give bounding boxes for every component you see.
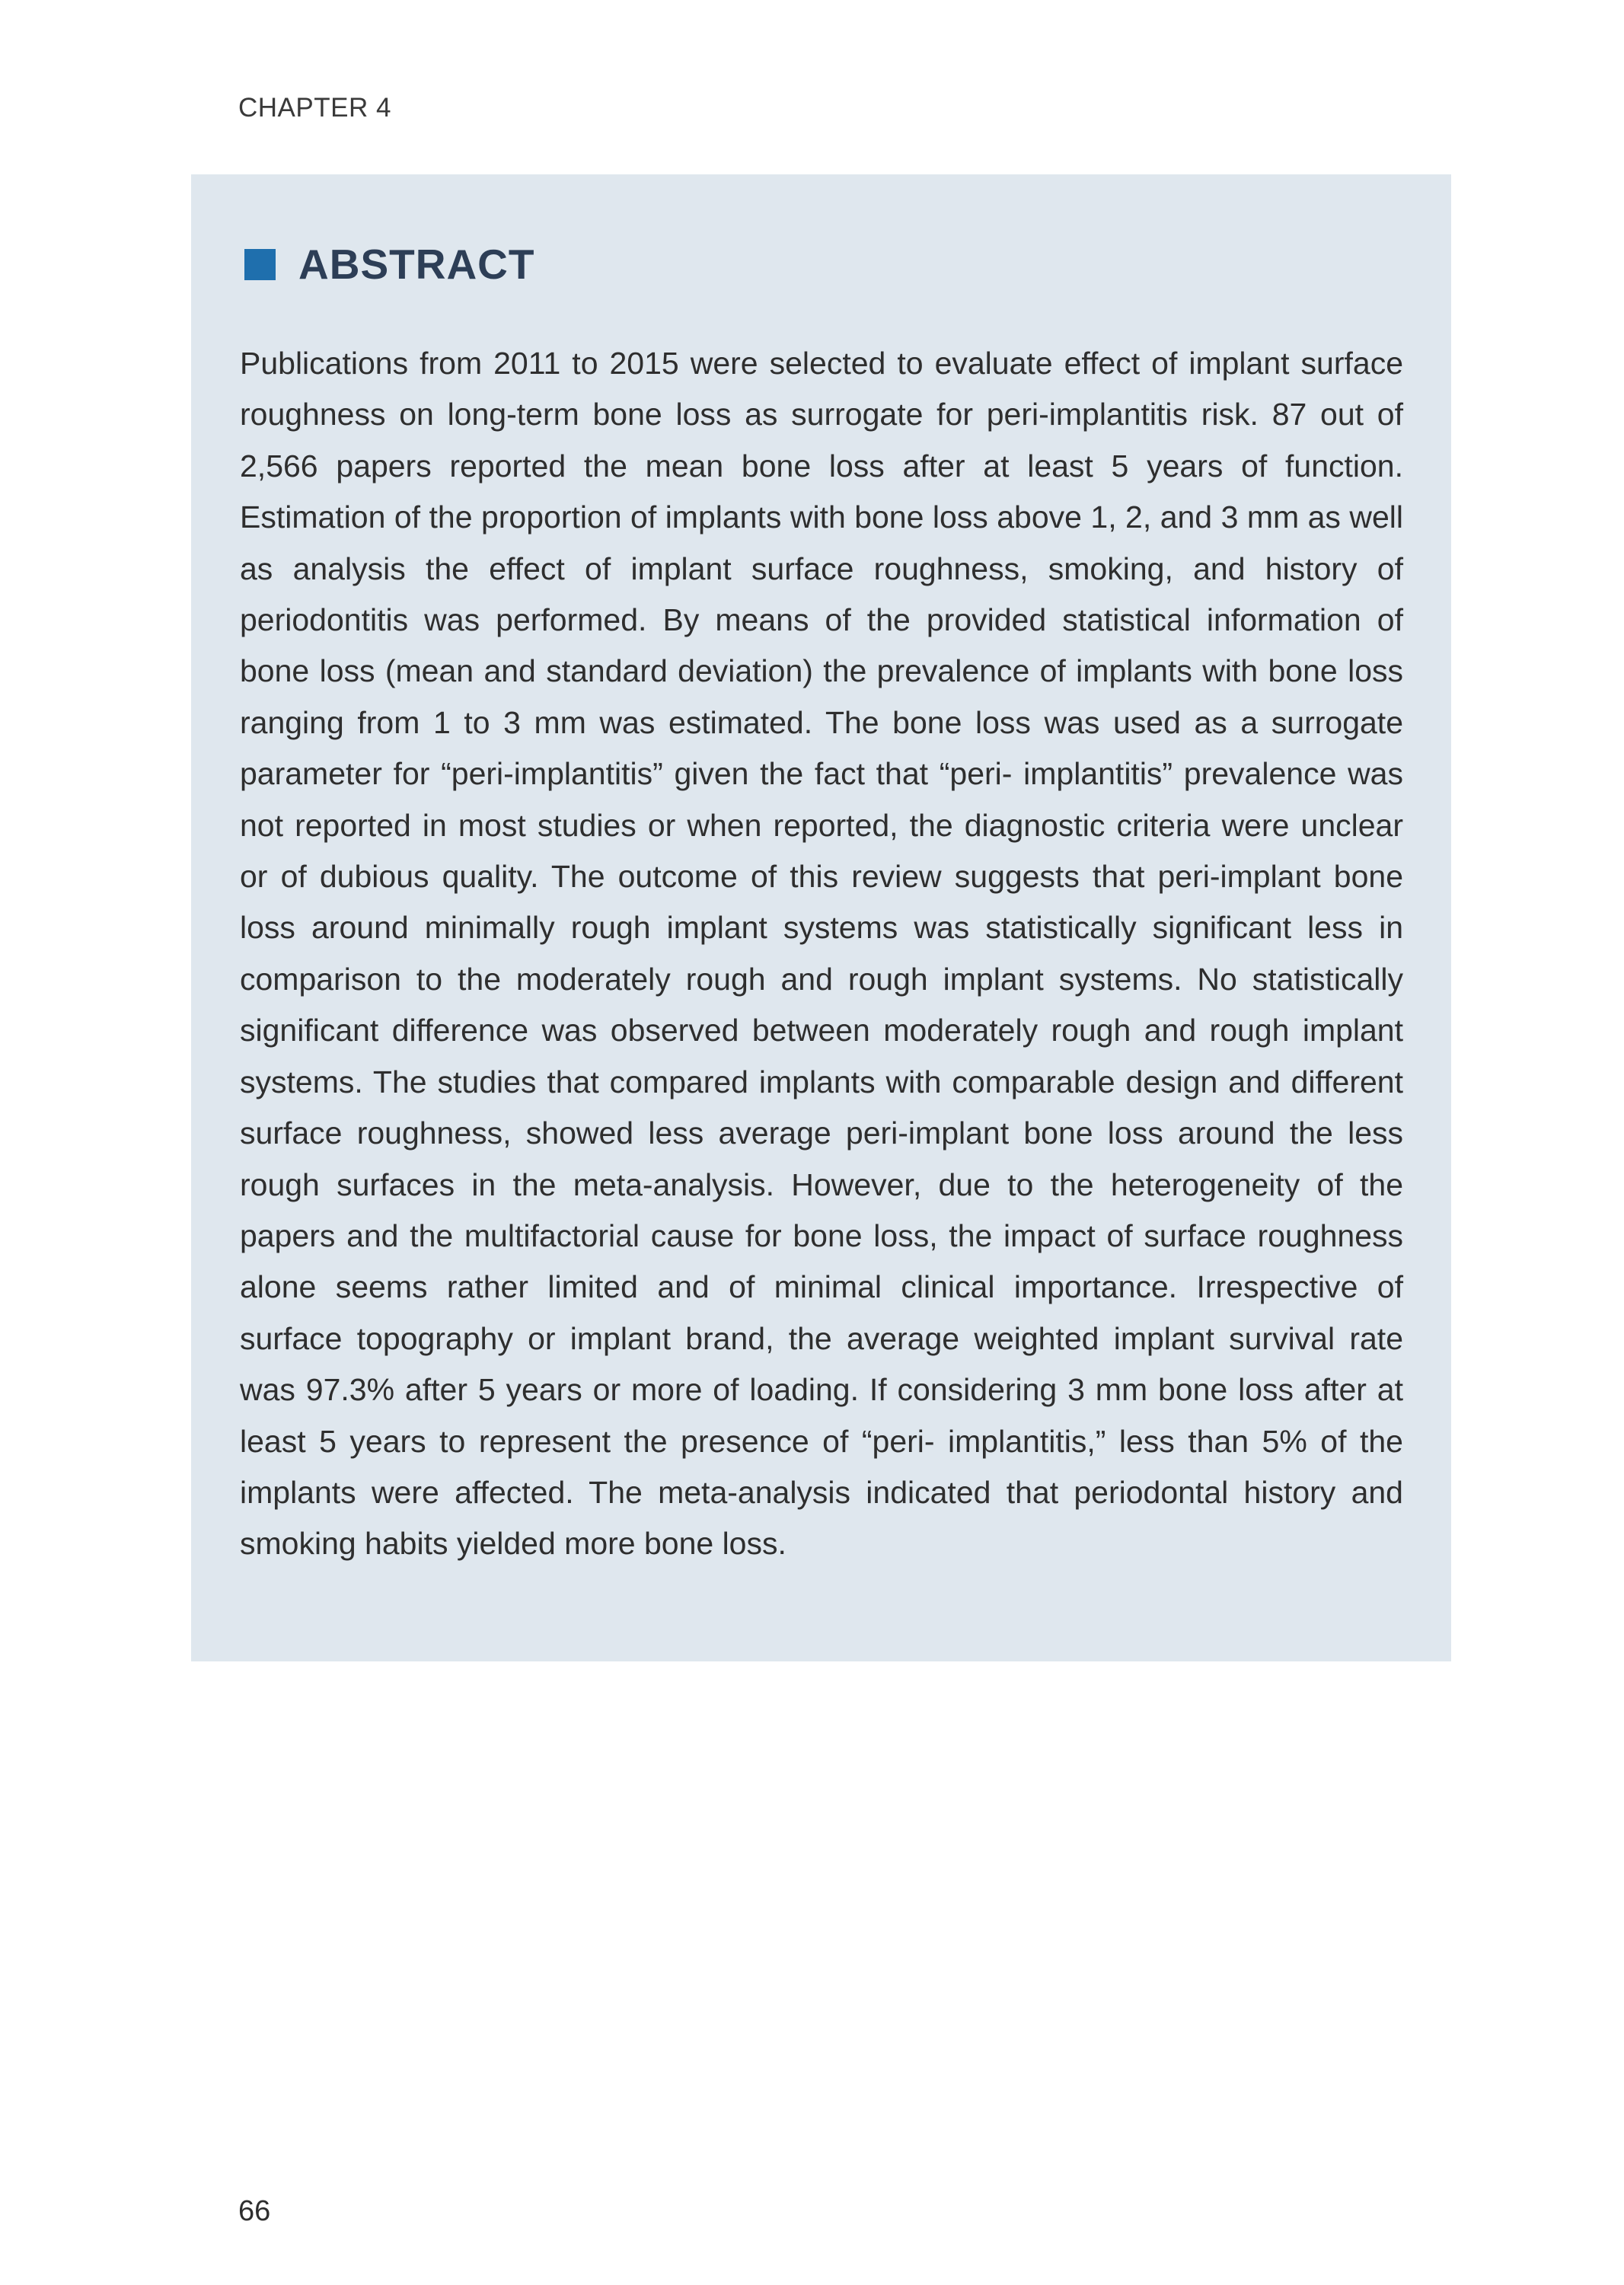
abstract-body: Publications from 2011 to 2015 were selected to evaluate effect of implant surface roughness on long-term bone loss as surrogate for peri-implantitis risk. 87 out of 2,566 papers reported the mean bone loss after at least 5 years of function. Estimation of the proportion of implants with bone loss above 1, 2, and 3 mm as well as analysis the effect of implant surface roughness, smoking, and history of periodontitis was performed. By means of the provided statistical information of bone loss (mean and standard deviation) the prevalence of implants with bone loss ranging from 1 to 3 mm was estimated. The bone loss was used as a surrogate parameter for “peri-implantitis” given the fact that “peri- implantitis” prevalence was not reported in most studies or when reported, the diagnostic criteria were unclear or of dubious quality. The outcome of this review suggests that peri-implant bone loss around minimally rough implant systems was statistically significant less in comparison to the moderately rough and rough implant systems. No statistically significant difference was observed between moderately rough and rough implant systems. The studies that compared implants with comparable design and different surface roughness, showed less average peri-implant bone loss around the less rough surfaces in the meta-analysis. However, due to the heterogeneity of the papers and the multifactorial cause for bone loss, the impact of surface roughness alone seems rather limited and of minimal clinical importance. Irrespective of surface topography or implant brand, the average weighted implant survival rate was 97.3% after 5 years or more of loading. If considering 3 mm bone loss after at least 5 years to represent the presence of “peri- implantitis,” less than 5% of the implants were affected. The meta-analysis indicated that periodontal history and smoking habits yielded more bone loss. (240, 346, 1403, 1562)
running-head: CHAPTER 4 (238, 93, 391, 123)
abstract-title: ABSTRACT (298, 241, 535, 288)
page-number: 66 (238, 2195, 271, 2227)
abstract-heading (244, 240, 534, 289)
square-bullet-icon (244, 249, 276, 280)
abstract-box (191, 174, 1451, 1661)
